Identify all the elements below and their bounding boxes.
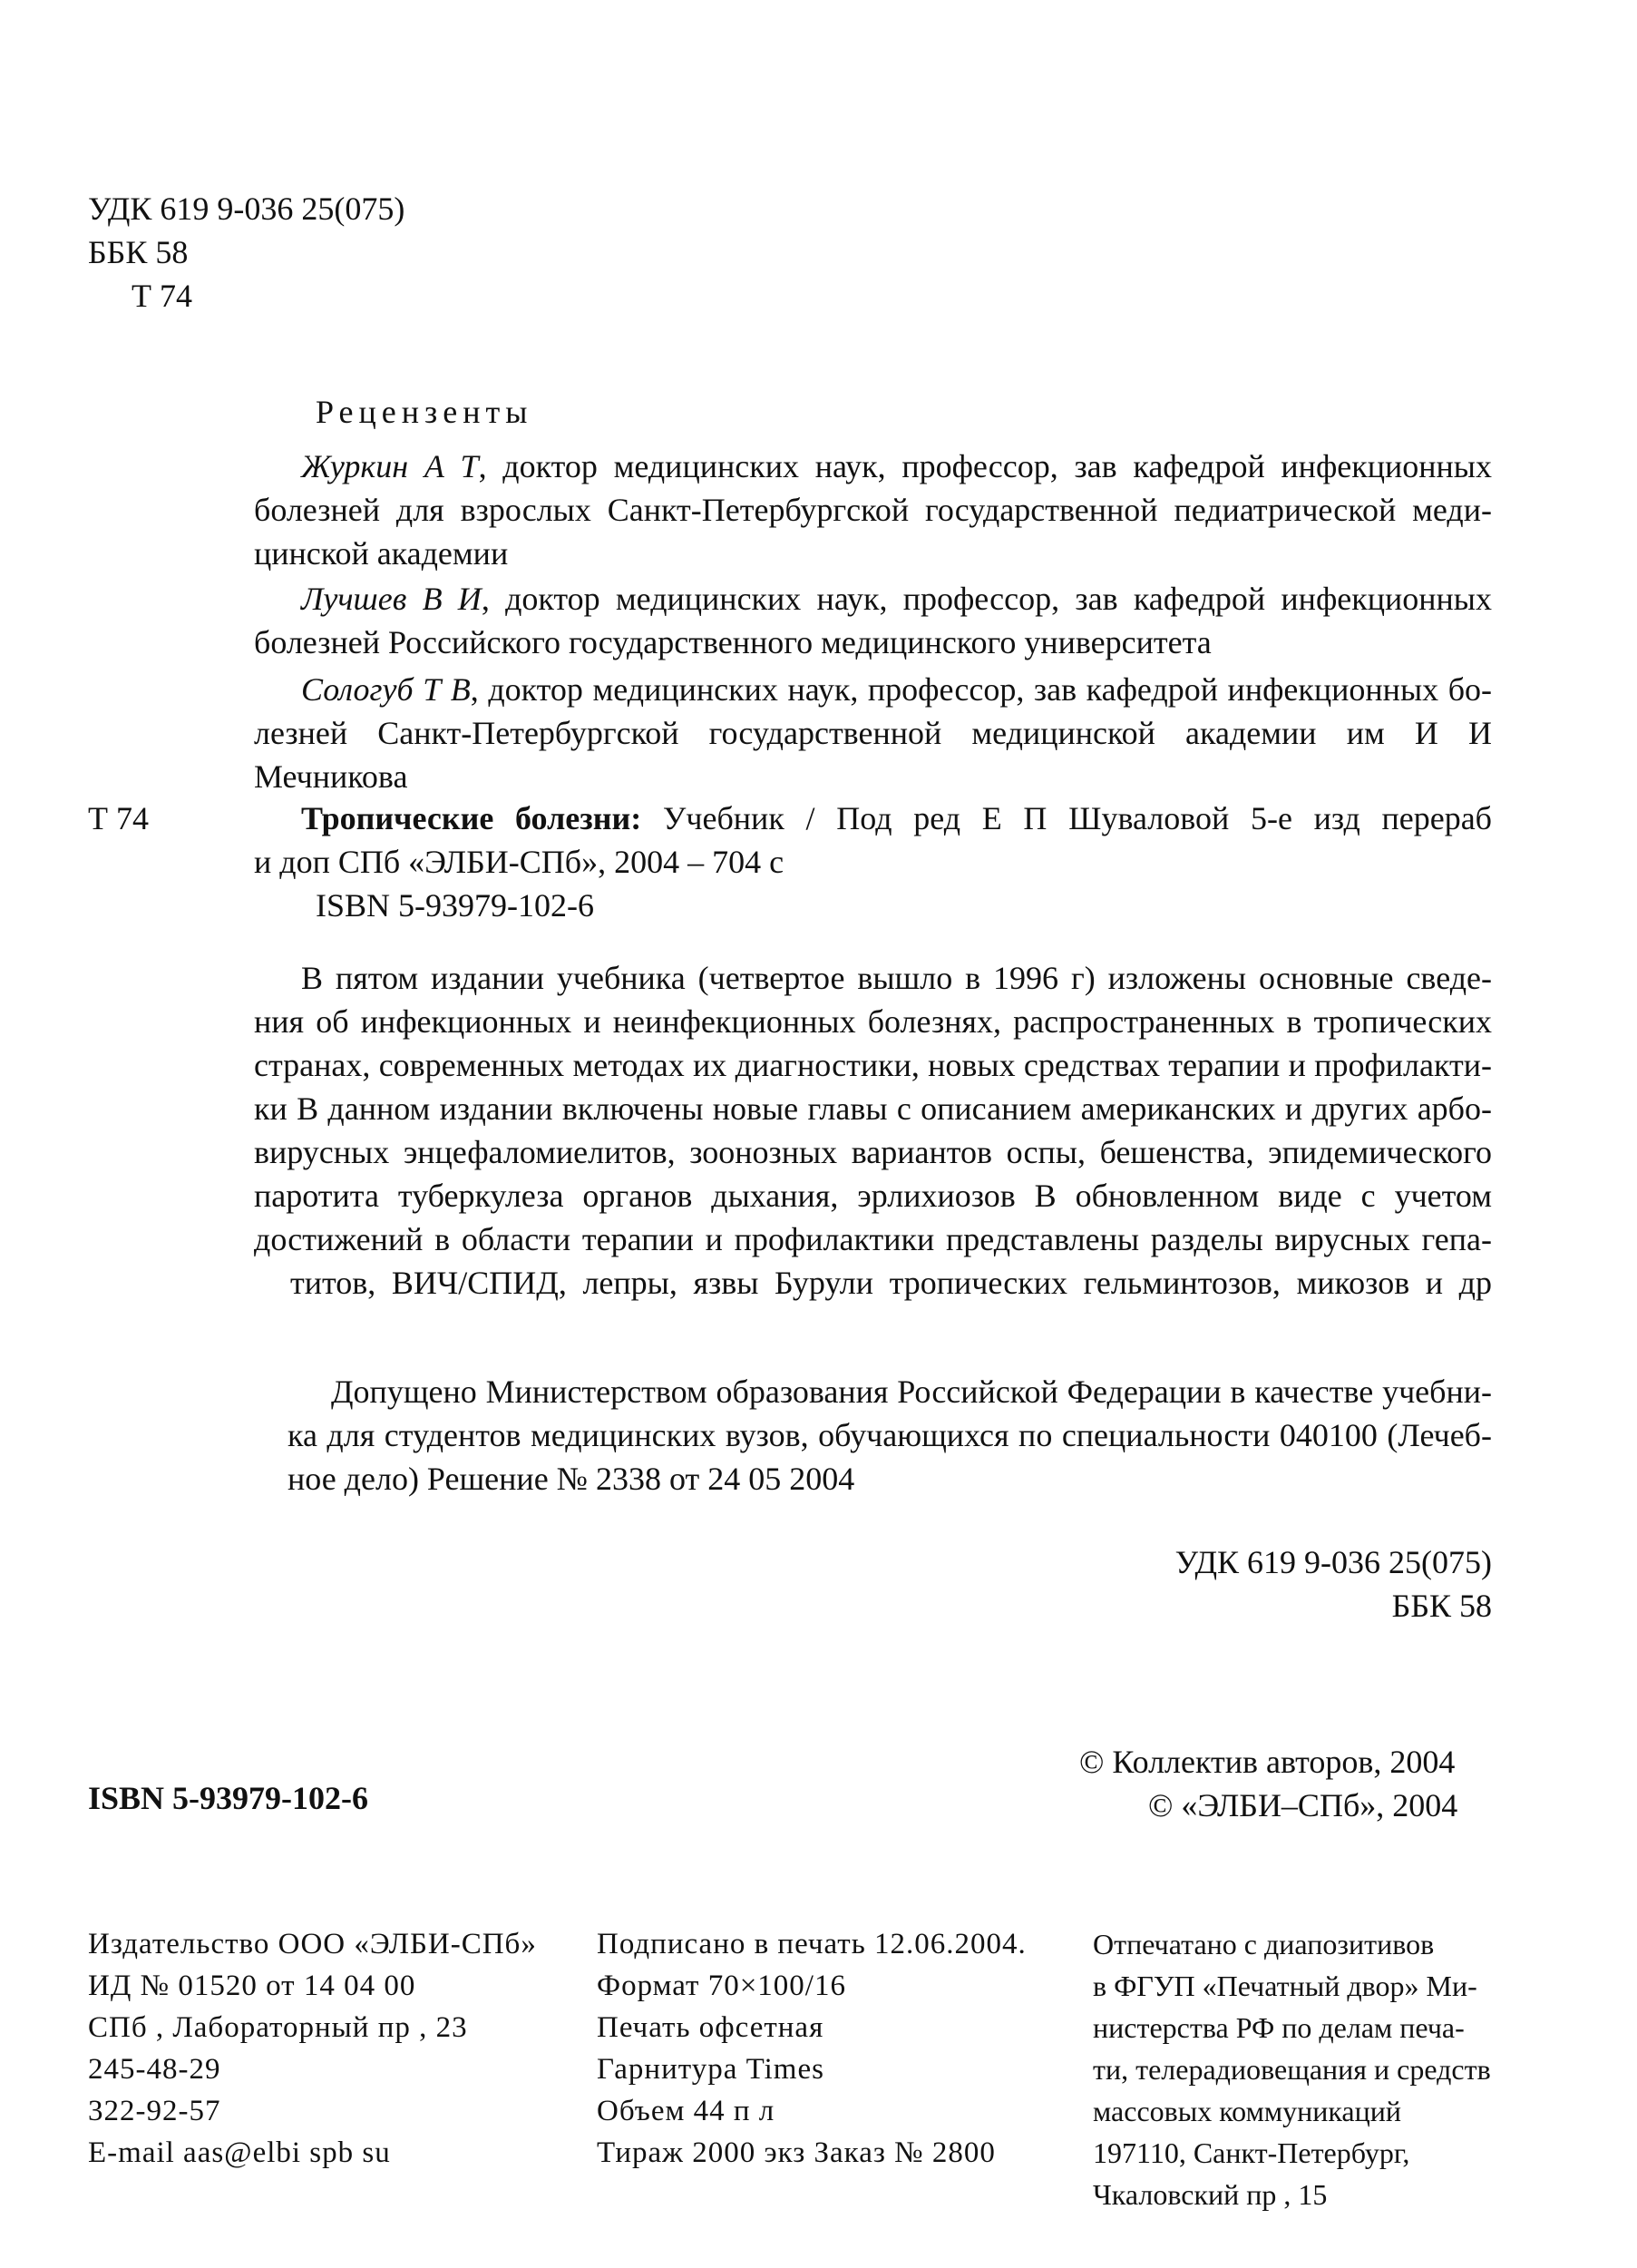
bbk-code: ББК 58 — [88, 234, 189, 270]
approval-line: ное дело) Решение № 2338 от 24 05 2004 — [287, 1461, 855, 1497]
imprint-printer-line: нистерства РФ по делам печа- — [1093, 2011, 1465, 2044]
annotation-line: титов, ВИЧ/СПИД, лепры, язвы Бурули тропических гельминтозов, микозов и др — [290, 1265, 1492, 1301]
reviewer-3-name: Сологуб Т В — [301, 671, 471, 708]
reviewer-1 — [254, 445, 1492, 575]
reviewer-3-line-2: лезней Санкт-Петербургской государственной медицинской академии им И И Мечникова — [254, 715, 1492, 795]
imprint-publisher-line: СПб , Лабораторный пр , 23 — [88, 2011, 468, 2044]
imprint-printer-line: ти, телерадиовещания и средств — [1093, 2053, 1491, 2086]
reviewer-3-line-1: Сологуб Т В, доктор медицинских наук, профессор, зав кафедрой инфекционных бо- — [301, 671, 1492, 708]
approval-line: ка для студентов медицинских вузов, обучающихся по специальности 040100 (Лечеб- — [287, 1417, 1492, 1453]
imprint-printer-line: Отпечатано с диапозитивов — [1093, 1928, 1435, 1960]
imprint-print-line: Формат 70×100/16 — [597, 1970, 846, 2002]
imprint-printer-line: 197110, Санкт-Петербург, — [1093, 2136, 1410, 2169]
record-isbn: ISBN 5-93979-102-6 — [316, 887, 594, 924]
imprint-publisher-line: Издательство ООО «ЭЛБИ-СПб» — [88, 1928, 537, 1960]
record-line-2: и доп СПб «ЭЛБИ-СПб», 2004 – 704 с — [254, 844, 784, 880]
annotation-line: В пятом издании учебника (четвертое вышло в 1996 г) изложены основные сведе- — [301, 960, 1492, 996]
record-line-1: Тропические болезни: Учебник / Под ред Е П Шуваловой 5-е изд перераб — [301, 800, 1492, 836]
imprint-print-line: Гарнитура Times — [597, 2053, 824, 2086]
annotation-line: паротита туберкулеза органов дыхания, эрлихиозов В обновленном виде с учетом — [254, 1178, 1492, 1214]
annotation-line: ки В данном издании включены новые главы с описанием американских и других арбо- — [254, 1090, 1492, 1127]
copyright — [1079, 1740, 1457, 1827]
imprint-printer-line: Чкаловский пр , 15 — [1093, 2178, 1328, 2211]
reviewer-1-line-3: цинской академии — [254, 535, 509, 572]
imprint-print-line: Тираж 2000 экз Заказ № 2800 — [597, 2136, 996, 2169]
annotation-line: странах, современных методах их диагностики, новых средствах терапии и профилакти- — [254, 1047, 1492, 1083]
bibliographic-record — [254, 797, 1492, 927]
imprint-print-details — [597, 1923, 1027, 2174]
imprint-print-line: Объем 44 п л — [597, 2095, 775, 2127]
imprint-printer — [1093, 1923, 1491, 2215]
record-sign: Т 74 — [88, 800, 149, 836]
annotation-line: ния об инфекционных и неинфекционных болезнях, распространенных в тропических — [254, 1003, 1492, 1040]
isbn-bottom: ISBN 5-93979-102-6 — [88, 1780, 369, 1816]
imprint-printer-line: в ФГУП «Печатный двор» Ми- — [1093, 1970, 1477, 2002]
imprint-publisher — [88, 1923, 537, 2174]
udk-code-right: УДК 619 9-036 25(075) — [1174, 1544, 1492, 1580]
annotation-line: вирусных энцефаломиелитов, зоонозных вариантов оспы, бешенства, эпидемического — [254, 1134, 1492, 1170]
codes-right — [1175, 1540, 1492, 1628]
imprint-publisher-line: 245-48-29 — [88, 2053, 221, 2086]
reviewer-2-line-2: болезней Российского государственного медицинского университета — [254, 624, 1212, 660]
reviewers-heading: Рецензенты — [316, 394, 533, 430]
reviewer-1-line-2: болезней для взрослых Санкт-Петербургской государственной педиатрической меди- — [254, 492, 1492, 528]
copyright-publisher: © «ЭЛБИ–СПб», 2004 — [1148, 1787, 1458, 1823]
reviewer-2-name: Лучшев В И — [301, 581, 482, 617]
imprint-print-line: Печать офсетная — [597, 2011, 824, 2044]
copyright-authors: © Коллектив авторов, 2004 — [1079, 1744, 1456, 1780]
book-title: Тропические болезни: — [301, 800, 642, 836]
reviewer-3 — [254, 668, 1492, 798]
reviewer-2-line-1: Лучшев В И, доктор медицинских наук, профессор, зав кафедрой инфекционных — [301, 581, 1492, 617]
approval-line: Допущено Министерством образования Российской Федерации в качестве учебни- — [331, 1374, 1492, 1410]
imprint-publisher-line: E-mail aas@elbi spb su — [88, 2136, 391, 2169]
imprint-print-line: Подписано в печать 12.06.2004. — [597, 1928, 1027, 1960]
bbk-code-right: ББК 58 — [1391, 1588, 1492, 1624]
approval — [287, 1370, 1492, 1501]
imprint-publisher-line: 322-92-57 — [88, 2095, 221, 2127]
udk-code: УДК 619 9-036 25(075) — [88, 191, 405, 227]
imprint-publisher-line: ИД № 01520 от 14 04 00 — [88, 1970, 416, 2002]
reviewer-1-name: Журкин А Т — [301, 448, 479, 484]
annotation-line: достижений в области терапии и профилактики представлены разделы вирусных гепа- — [254, 1221, 1492, 1257]
reviewer-2 — [254, 577, 1492, 664]
reviewer-1-line-1: Журкин А Т, доктор медицинских наук, профессор, зав кафедрой инфекционных — [301, 448, 1492, 484]
top-codes — [88, 187, 404, 318]
author-sign: Т 74 — [132, 278, 192, 314]
annotation — [254, 956, 1492, 1305]
imprint-printer-line: массовых коммуникаций — [1093, 2095, 1401, 2127]
